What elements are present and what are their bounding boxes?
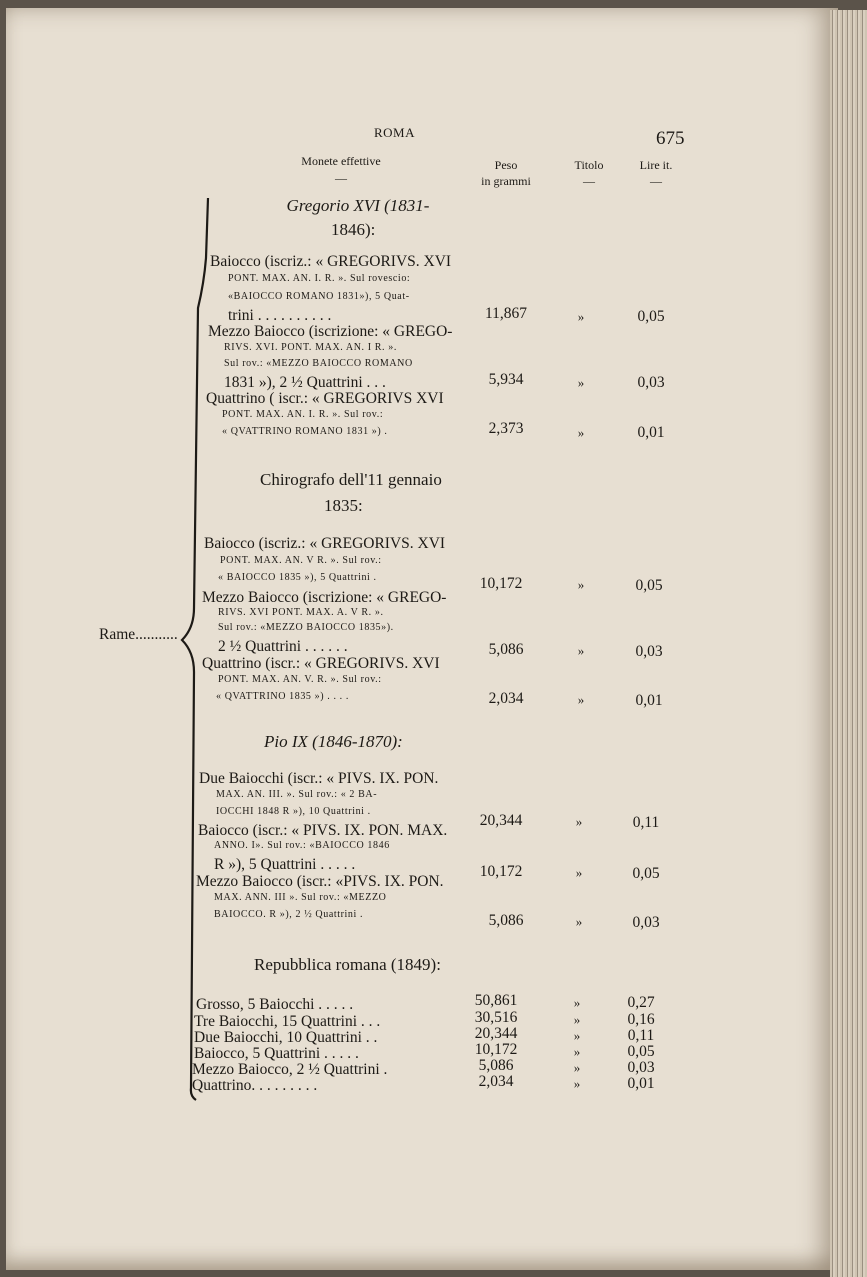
coin-line: 1831 »), 2 ½ Quattrini . . . [224, 374, 386, 391]
coin-line: «BAIOCCO ROMANO 1831»), 5 Quat- [228, 291, 410, 302]
lire-value: 0,01 [627, 1075, 655, 1092]
coin-line: Due Baiocchi (iscr.: « PIVS. IX. PON. [199, 770, 439, 787]
coin-line: Sul rov.: «MEZZO BAIOCCO 1835»). [218, 622, 394, 633]
titolo-value: » [577, 375, 585, 390]
coin-line: R »), 5 Quattrini . . . . . [214, 856, 356, 873]
lire-value: 0,03 [635, 643, 663, 660]
running-title: ROMA [374, 125, 416, 140]
column-dash: — [650, 174, 662, 188]
lire-value: 0,03 [632, 914, 660, 931]
lire-value: 0,01 [635, 692, 663, 709]
coin-line: Baiocco (iscriz.: « GREGORIVS. XVI [204, 535, 446, 552]
coin-line: « QVATTRINO ROMANO 1831 ») . [222, 426, 388, 437]
coin-line: Due Baiocchi, 10 Quattrini . . [194, 1029, 378, 1046]
column-dash: — [583, 174, 595, 188]
column-heading-lire: Lire it. [639, 158, 673, 172]
coin-line: « QVATTRINO 1835 ») . . . . [216, 691, 349, 702]
peso-value: 2,373 [488, 420, 524, 437]
titolo-value: » [573, 1012, 581, 1027]
column-heading-titolo: Titolo [574, 158, 604, 172]
section-heading-cont: 1846): [331, 220, 376, 239]
coin-line: « BAIOCCO 1835 »), 5 Quattrini . [218, 572, 377, 583]
coin-line: MAX. AN. III. ». Sul rov.: « 2 BA- [216, 789, 378, 800]
coin-line: Quattrino. . . . . . . . . [192, 1077, 318, 1094]
titolo-value: » [573, 995, 581, 1010]
titolo-value: » [573, 1076, 581, 1091]
coin-line: Baiocco (iscriz.: « GREGORIVS. XVI [210, 253, 452, 270]
coin-line: Tre Baiocchi, 15 Quattrini . . . [194, 1013, 381, 1030]
peso-value: 10,172 [479, 575, 523, 592]
peso-value: 5,086 [478, 1057, 514, 1074]
titolo-value: » [577, 577, 585, 592]
coin-line: Quattrino (iscr.: « GREGORIVS. XVI [202, 655, 440, 672]
lire-value: 0,01 [637, 424, 665, 441]
column-dash: — [335, 171, 347, 185]
coin-line: BAIOCCO. R »), 2 ½ Quattrini . [214, 909, 364, 920]
peso-value: 20,344 [479, 812, 523, 829]
lire-value: 0,11 [632, 814, 660, 831]
lire-value: 0,11 [627, 1027, 655, 1044]
titolo-value: » [577, 309, 585, 324]
peso-value: 20,344 [474, 1025, 518, 1042]
titolo-value: » [575, 914, 583, 929]
section-heading-cont: 1835: [324, 496, 363, 515]
coin-line: Baiocco (iscr.: « PIVS. IX. PON. MAX. [198, 822, 448, 839]
coin-line: Baiocco, 5 Quattrini . . . . . [194, 1045, 359, 1062]
lire-value: 0,05 [637, 308, 665, 325]
section-heading: Repubblica romana (1849): [254, 955, 441, 974]
coin-line: MAX. ANN. III ». Sul rov.: «MEZZO [214, 892, 387, 903]
peso-value: 10,172 [479, 863, 523, 880]
peso-value: 11,867 [484, 305, 528, 322]
titolo-value: » [577, 692, 585, 707]
coin-line: trini . . . . . . . . . . [228, 307, 332, 324]
column-heading-peso-unit: in grammi [481, 174, 531, 188]
peso-value: 10,172 [474, 1041, 518, 1058]
coin-line: IOCCHI 1848 R »), 10 Quattrini . [216, 806, 371, 817]
coin-line: Mezzo Baiocco (iscrizione: « GREGO- [202, 589, 447, 606]
column-heading-peso: Peso [494, 158, 518, 172]
metal-label: Rame........... [99, 626, 178, 643]
coin-line: RIVS. XVI. PONT. MAX. AN. I R. ». [224, 342, 397, 353]
section-heading: Pio IX (1846-1870): [264, 732, 403, 751]
lire-value: 0,05 [635, 577, 663, 594]
coin-line: RIVS. XVI PONT. MAX. A. V R. ». [218, 607, 384, 618]
lire-value: 0,05 [632, 865, 660, 882]
titolo-value: » [573, 1044, 581, 1059]
coin-line: ANNO. I». Sul rov.: «BAIOCCO 1846 [214, 840, 390, 851]
lire-value: 0,03 [627, 1059, 655, 1076]
lire-value: 0,27 [627, 994, 655, 1011]
coin-line: Mezzo Baiocco (iscrizione: « GREGO- [208, 323, 453, 340]
column-heading-monete: Monete effettive [301, 154, 381, 168]
titolo-value: » [575, 814, 583, 829]
peso-value: 5,086 [488, 912, 524, 929]
titolo-value: » [573, 1028, 581, 1043]
coin-line: Mezzo Baiocco (iscr.: «PIVS. IX. PON. [196, 873, 444, 890]
peso-value: 30,516 [474, 1009, 518, 1026]
section-heading: Gregorio XVI (1831- [286, 196, 430, 215]
coin-line: PONT. MAX. AN. V. R. ». Sul rov.: [218, 674, 382, 685]
coin-line: Quattrino ( iscr.: « GREGORIVS XVI [206, 390, 444, 407]
coin-line: Grosso, 5 Baiocchi . . . . . [196, 996, 354, 1013]
peso-value: 50,861 [474, 992, 518, 1009]
peso-value: 5,934 [488, 371, 524, 388]
titolo-value: » [577, 643, 585, 658]
page-edges [830, 10, 867, 1277]
titolo-value: » [577, 425, 585, 440]
book-page [6, 8, 838, 1270]
peso-value: 2,034 [488, 690, 524, 707]
coin-line: PONT. MAX. AN. I. R. ». Sul rov.: [222, 409, 384, 420]
coin-line: 2 ½ Quattrini . . . . . . [218, 638, 348, 655]
coin-line: PONT. MAX. AN. I. R. ». Sul rovescio: [228, 273, 411, 284]
coin-line: Mezzo Baiocco, 2 ½ Quattrini . [192, 1061, 388, 1078]
coin-line: Sul rov.: «MEZZO BAIOCCO ROMANO [224, 358, 413, 369]
titolo-value: » [575, 865, 583, 880]
peso-value: 2,034 [478, 1073, 514, 1090]
lire-value: 0,03 [637, 374, 665, 391]
titolo-value: » [573, 1060, 581, 1075]
lire-value: 0,16 [627, 1011, 655, 1028]
lire-value: 0,05 [627, 1043, 655, 1060]
page-number: 675 [656, 128, 685, 149]
peso-value: 5,086 [488, 641, 524, 658]
section-heading: Chirografo dell'11 gennaio [260, 470, 442, 489]
coin-line: PONT. MAX. AN. V R. ». Sul rov.: [220, 555, 382, 566]
